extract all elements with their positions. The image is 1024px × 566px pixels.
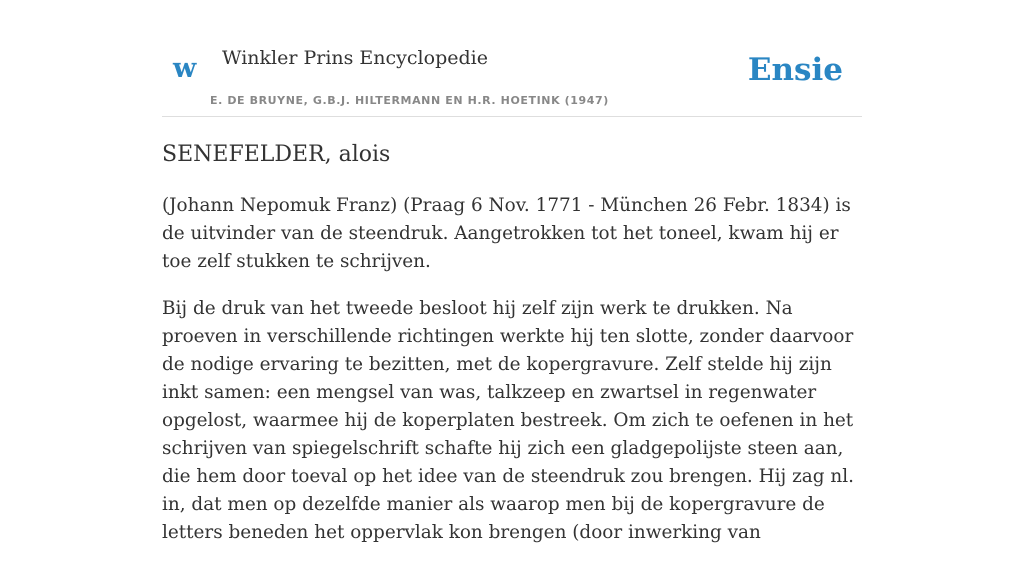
- site-header: [162, 0, 862, 117]
- authors-line: E. DE BRUYNE, G.B.J. HILTERMANN EN H.R. HOETINK (1947): [210, 94, 609, 107]
- article-headword: SENEFELDER, alois: [162, 142, 391, 167]
- encyclopedia-logo-icon[interactable]: w: [173, 53, 197, 84]
- article-paragraph: Bij de druk van het tweede besloot hij zelf zijn werk te drukken. Na proeven in verschillende richtingen werkte hij ten slotte, zonder daarvoor de nodige ervaring te bezitten, met de kopergravure. Zelf stelde hij zijn inkt samen: een mengsel van was, talkzeep en zwartsel in regenwater opgelost, waarmee hij de koperplaten bestreek. Om zich te oefenen in het schrijven van spiegelschrift schafte hij zich een gladgepolijste steen aan, die hem door toeval op het idee van de steendruk zou brengen. Hij zag nl. in, dat men op dezelfde manier als waarop men bij de kopergravure de letters beneden het oppervlak kon brengen (door inwerking van: [162, 298, 854, 543]
- encyclopedia-title[interactable]: Winkler Prins Encyclopedie: [222, 47, 488, 69]
- article-paragraph: (Johann Nepomuk Franz) (Praag 6 Nov. 1771 - München 26 Febr. 1834) is de uitvinder van de steendruk. Aangetrokken tot het toneel, kwam hij er toe zelf stukken te schrijven.: [162, 195, 851, 272]
- ensie-brand-link[interactable]: Ensie: [747, 52, 843, 88]
- article-body: [162, 192, 862, 566]
